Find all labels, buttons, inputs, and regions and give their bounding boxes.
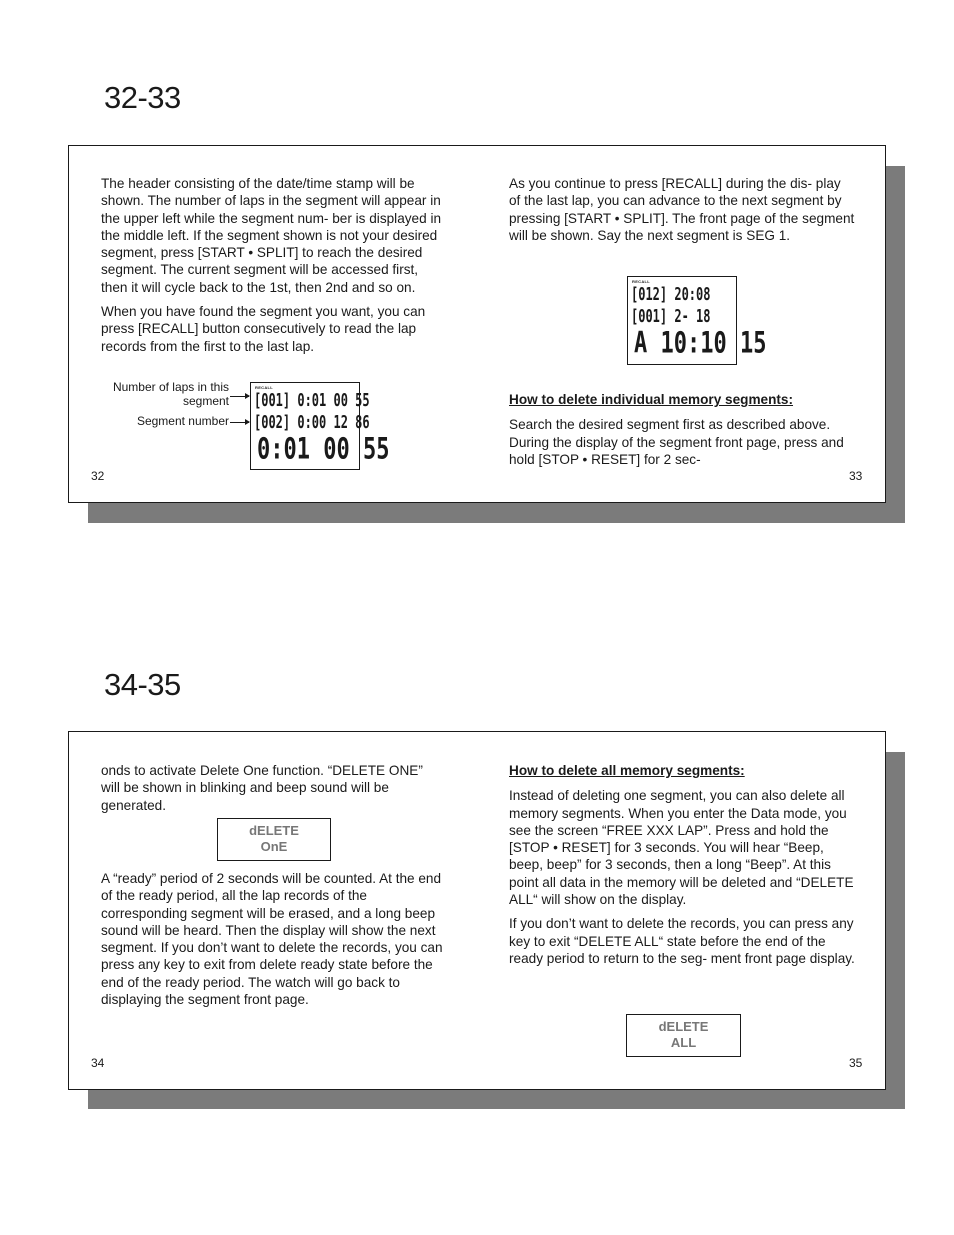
spread-title: 32-33 — [104, 80, 181, 115]
spread-sheet — [68, 731, 886, 1090]
display-delete-all — [626, 1014, 741, 1057]
lcd-display — [627, 276, 767, 365]
page-number: 35 — [849, 1056, 863, 1070]
lcd-row-date: [001] 2- 18 — [631, 306, 711, 327]
display-line: dELETE — [658, 1019, 709, 1034]
paragraph: If you don’t want to delete the records, you can press any key to exit “DELETE ALL“ state before the end of the ready period to return to the seg- ment front page display. — [509, 916, 855, 966]
callout-segment: Segment number — [136, 414, 229, 428]
left-page-text-lower — [101, 870, 445, 1015]
spread-title: 34-35 — [104, 667, 181, 702]
lcd-row-segment: [002] 0:00 12 86 — [254, 412, 370, 433]
paragraph: When you have found the segment you want, you can press [RECALL] button consecutively to read the lap records from the first to the last lap. — [101, 304, 426, 354]
display-line: dELETE — [249, 823, 299, 838]
paragraph: The header consisting of the date/time stamp will be shown. The number of laps in the segment will appear in the upper left while the segment num- ber is displayed in the middle left. If the segment shown is not your desired segment, press [START • SPLIT] to reach the desired segment. The current segment will be accessed first, then it will cycle back to the 1st, then 2nd and so on. — [101, 176, 442, 295]
paragraph: A “ready” period of 2 seconds will be counted. At the end of the ready period, all the lap records of the corresponding segment will be erased, and a long beep sound will be heard. Then the display will show the next segment. If you don’t want to delete the records, you can press any key to exit from delete ready state before the end of the ready period. The watch will go back to displaying the segment front page. — [101, 871, 443, 1008]
callout-arrow — [230, 422, 249, 423]
callout-laps: Number of laps in this segment — [112, 380, 229, 408]
left-page-text — [101, 762, 445, 821]
page-number: 32 — [91, 469, 105, 483]
display-line: ALL — [670, 1035, 697, 1050]
right-page-text-lower — [509, 391, 855, 475]
paragraph: onds to activate Delete One function. “DELETE ONE” will be shown in blinking and beep sound will be generated. — [101, 763, 423, 813]
lcd-row-laps: [001] 0:01 00 55 — [254, 390, 370, 411]
paragraph: Instead of deleting one segment, you can also delete all memory segments. When you enter the Data mode, you see the screen “FREE XXX LAP”. Press and hold the [STOP • RESET] for 3 seconds. You will hear “Beep, beep, beep” for 3 seconds, then a long “Beep”. At this point all data in the memory will be deleted and “DELETE ALL“ will show on the display. — [509, 788, 854, 908]
right-page-text — [509, 175, 855, 251]
page-number: 34 — [91, 1056, 105, 1070]
paragraph: Search the desired segment first as described above. During the display of the segment front page, press and hold [STOP • RESET] for 2 sec- — [509, 417, 844, 467]
lcd-recall-label: RECALL — [632, 279, 651, 284]
lcd-recall-label: RECALL — [255, 385, 274, 390]
lcd-row-laps: [012] 20:08 — [631, 284, 711, 305]
section-heading: How to delete all memory segments: — [509, 763, 745, 778]
display-line: OnE — [260, 839, 288, 854]
section-heading: How to delete individual memory segments: — [509, 392, 794, 407]
lcd-display — [250, 382, 390, 470]
callout-arrow — [230, 396, 249, 397]
left-page-text — [101, 175, 443, 362]
page-number: 33 — [849, 469, 863, 483]
lcd-row-time: 0:01 00 55 — [257, 433, 390, 467]
right-page-text — [509, 762, 855, 974]
display-delete-one — [217, 818, 331, 861]
paragraph: As you continue to press [RECALL] during the dis- play of the last lap, you can advance to the next segment by pressing [START • SPLIT]. The front page of the segment will be shown. Say the next segment is SEG 1. — [509, 176, 855, 243]
spread-sheet — [68, 145, 886, 503]
lcd-row-time: A 10:10 15 — [634, 327, 767, 361]
